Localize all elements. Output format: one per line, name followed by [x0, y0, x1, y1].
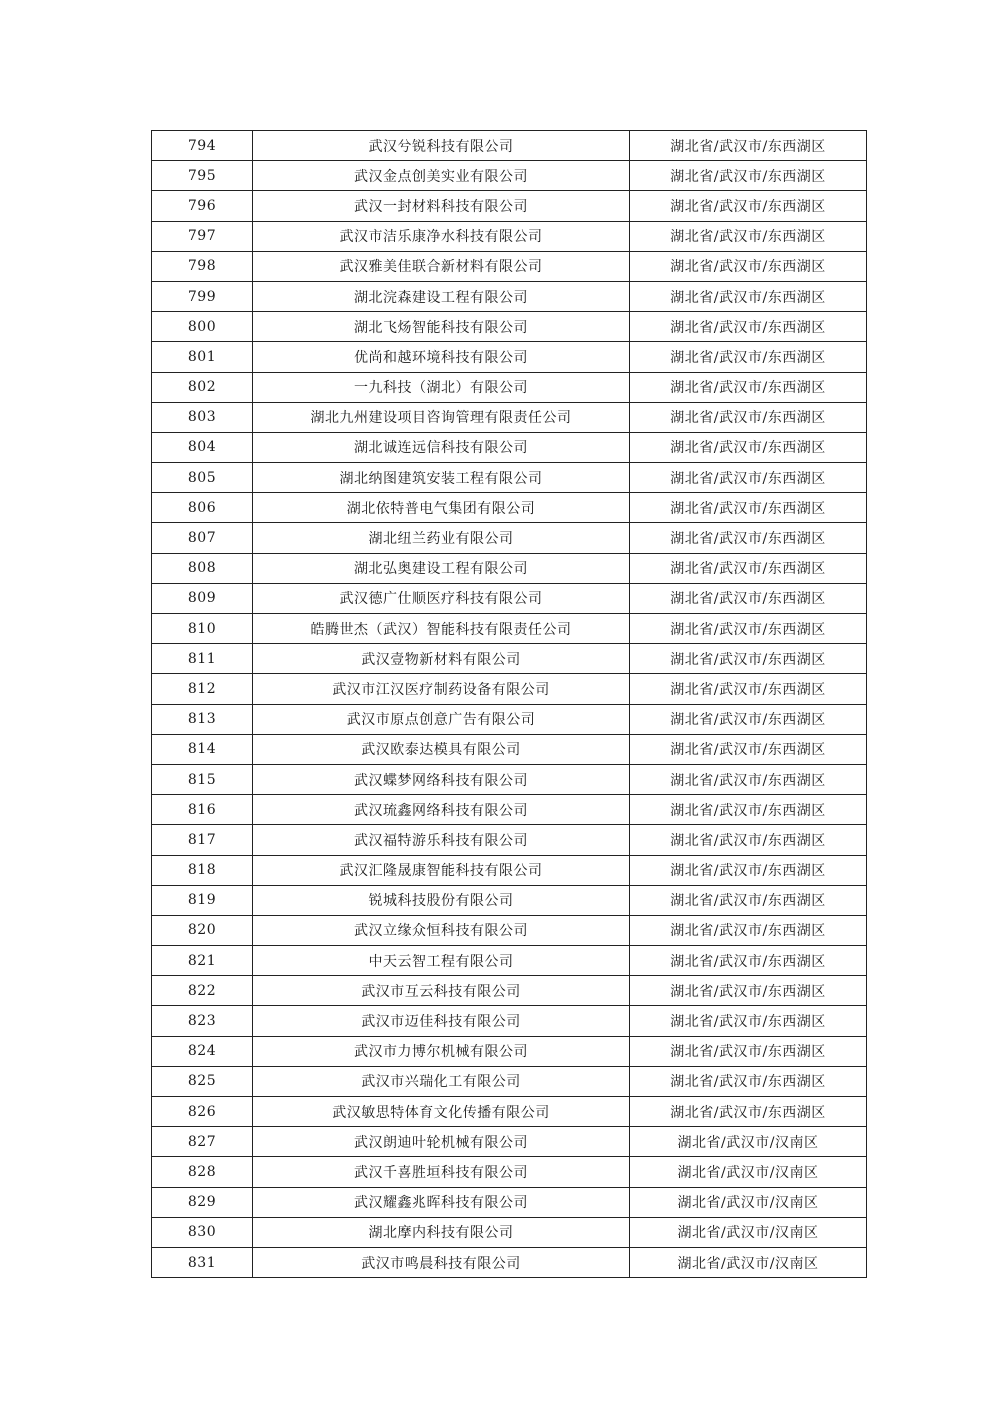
company-name-cell: 武汉市原点创意广告有限公司	[253, 704, 630, 734]
location-cell: 湖北省/武汉市/汉南区	[630, 1247, 867, 1277]
location-cell: 湖北省/武汉市/东西湖区	[630, 312, 867, 342]
table-row	[152, 161, 867, 191]
location-cell: 湖北省/武汉市/东西湖区	[630, 764, 867, 794]
location-cell: 湖北省/武汉市/东西湖区	[630, 553, 867, 583]
row-number-cell: 807	[152, 523, 253, 553]
row-number-cell: 798	[152, 251, 253, 281]
company-name-cell: 武汉市力博尔机械有限公司	[253, 1036, 630, 1066]
company-name-cell: 武汉兮锐科技有限公司	[253, 131, 630, 161]
row-number-cell: 810	[152, 614, 253, 644]
row-number-cell: 801	[152, 342, 253, 372]
company-list-table	[151, 130, 867, 1278]
company-name-cell: 武汉壹物新材料有限公司	[253, 644, 630, 674]
company-name-cell: 武汉欧泰达模具有限公司	[253, 734, 630, 764]
company-name-cell: 武汉敏思特体育文化传播有限公司	[253, 1097, 630, 1127]
table-row	[152, 432, 867, 462]
company-name-cell: 武汉金点创美实业有限公司	[253, 161, 630, 191]
location-cell: 湖北省/武汉市/东西湖区	[630, 583, 867, 613]
company-name-cell: 皓腾世杰（武汉）智能科技有限责任公司	[253, 614, 630, 644]
company-name-cell: 武汉德广仕顺医疗科技有限公司	[253, 583, 630, 613]
table-row	[152, 976, 867, 1006]
location-cell: 湖北省/武汉市/东西湖区	[630, 493, 867, 523]
location-cell: 湖北省/武汉市/东西湖区	[630, 432, 867, 462]
row-number-cell: 820	[152, 915, 253, 945]
table-row	[152, 1066, 867, 1096]
location-cell: 湖北省/武汉市/东西湖区	[630, 795, 867, 825]
table-row	[152, 312, 867, 342]
location-cell: 湖北省/武汉市/汉南区	[630, 1127, 867, 1157]
location-cell: 湖北省/武汉市/东西湖区	[630, 281, 867, 311]
location-cell: 湖北省/武汉市/东西湖区	[630, 1066, 867, 1096]
table-row	[152, 795, 867, 825]
table-row	[152, 915, 867, 945]
table-row	[152, 704, 867, 734]
table-row	[152, 614, 867, 644]
company-name-cell: 武汉千喜胜垣科技有限公司	[253, 1157, 630, 1187]
location-cell: 湖北省/武汉市/东西湖区	[630, 131, 867, 161]
row-number-cell: 809	[152, 583, 253, 613]
company-name-cell: 湖北纽兰药业有限公司	[253, 523, 630, 553]
row-number-cell: 813	[152, 704, 253, 734]
table-row	[152, 1157, 867, 1187]
table-row	[152, 221, 867, 251]
location-cell: 湖北省/武汉市/东西湖区	[630, 855, 867, 885]
company-name-cell: 湖北依特普电气集团有限公司	[253, 493, 630, 523]
company-name-cell: 武汉福特游乐科技有限公司	[253, 825, 630, 855]
table-row	[152, 1006, 867, 1036]
company-name-cell: 武汉市江汉医疗制药设备有限公司	[253, 674, 630, 704]
row-number-cell: 799	[152, 281, 253, 311]
row-number-cell: 830	[152, 1217, 253, 1247]
company-name-cell: 武汉市迈佳科技有限公司	[253, 1006, 630, 1036]
company-name-cell: 锐城科技股份有限公司	[253, 885, 630, 915]
table-row	[152, 553, 867, 583]
row-number-cell: 816	[152, 795, 253, 825]
row-number-cell: 796	[152, 191, 253, 221]
company-name-cell: 武汉市互云科技有限公司	[253, 976, 630, 1006]
row-number-cell: 831	[152, 1247, 253, 1277]
row-number-cell: 804	[152, 432, 253, 462]
table-row	[152, 764, 867, 794]
company-name-cell: 湖北浣森建设工程有限公司	[253, 281, 630, 311]
table-row	[152, 825, 867, 855]
location-cell: 湖北省/武汉市/东西湖区	[630, 221, 867, 251]
row-number-cell: 828	[152, 1157, 253, 1187]
company-name-cell: 武汉市鸣晨科技有限公司	[253, 1247, 630, 1277]
company-name-cell: 一九科技（湖北）有限公司	[253, 372, 630, 402]
table-row	[152, 463, 867, 493]
location-cell: 湖北省/武汉市/东西湖区	[630, 463, 867, 493]
company-name-cell: 武汉一封材料科技有限公司	[253, 191, 630, 221]
table-row	[152, 131, 867, 161]
company-name-cell: 武汉市兴瑞化工有限公司	[253, 1066, 630, 1096]
row-number-cell: 814	[152, 734, 253, 764]
row-number-cell: 818	[152, 855, 253, 885]
table-body	[152, 131, 867, 1278]
location-cell: 湖北省/武汉市/东西湖区	[630, 402, 867, 432]
row-number-cell: 797	[152, 221, 253, 251]
company-name-cell: 湖北纳图建筑安装工程有限公司	[253, 463, 630, 493]
row-number-cell: 794	[152, 131, 253, 161]
row-number-cell: 806	[152, 493, 253, 523]
company-name-cell: 中天云智工程有限公司	[253, 946, 630, 976]
location-cell: 湖北省/武汉市/东西湖区	[630, 674, 867, 704]
table-row	[152, 372, 867, 402]
location-cell: 湖北省/武汉市/汉南区	[630, 1187, 867, 1217]
company-name-cell: 武汉汇隆晟康智能科技有限公司	[253, 855, 630, 885]
location-cell: 湖北省/武汉市/东西湖区	[630, 523, 867, 553]
company-name-cell: 武汉市洁乐康净水科技有限公司	[253, 221, 630, 251]
table-row	[152, 885, 867, 915]
company-name-cell: 湖北摩内科技有限公司	[253, 1217, 630, 1247]
row-number-cell: 800	[152, 312, 253, 342]
row-number-cell: 803	[152, 402, 253, 432]
row-number-cell: 826	[152, 1097, 253, 1127]
location-cell: 湖北省/武汉市/东西湖区	[630, 915, 867, 945]
table-row	[152, 523, 867, 553]
row-number-cell: 829	[152, 1187, 253, 1217]
table-row	[152, 855, 867, 885]
location-cell: 湖北省/武汉市/东西湖区	[630, 885, 867, 915]
row-number-cell: 805	[152, 463, 253, 493]
row-number-cell: 802	[152, 372, 253, 402]
company-name-cell: 武汉耀鑫兆晖科技有限公司	[253, 1187, 630, 1217]
row-number-cell: 827	[152, 1127, 253, 1157]
row-number-cell: 808	[152, 553, 253, 583]
location-cell: 湖北省/武汉市/东西湖区	[630, 1036, 867, 1066]
table-row	[152, 402, 867, 432]
location-cell: 湖北省/武汉市/东西湖区	[630, 1097, 867, 1127]
table-row	[152, 644, 867, 674]
company-name-cell: 湖北九州建设项目咨询管理有限责任公司	[253, 402, 630, 432]
row-number-cell: 822	[152, 976, 253, 1006]
location-cell: 湖北省/武汉市/汉南区	[630, 1157, 867, 1187]
row-number-cell: 825	[152, 1066, 253, 1096]
row-number-cell: 815	[152, 764, 253, 794]
company-name-cell: 武汉朗迪叶轮机械有限公司	[253, 1127, 630, 1157]
location-cell: 湖北省/武汉市/东西湖区	[630, 946, 867, 976]
company-name-cell: 湖北飞炀智能科技有限公司	[253, 312, 630, 342]
company-name-cell: 武汉蝶梦网络科技有限公司	[253, 764, 630, 794]
location-cell: 湖北省/武汉市/汉南区	[630, 1217, 867, 1247]
table-row	[152, 1187, 867, 1217]
table-row	[152, 1097, 867, 1127]
company-name-cell: 武汉立缘众恒科技有限公司	[253, 915, 630, 945]
table-row	[152, 281, 867, 311]
location-cell: 湖北省/武汉市/东西湖区	[630, 372, 867, 402]
table-row	[152, 1036, 867, 1066]
table-row	[152, 1127, 867, 1157]
location-cell: 湖北省/武汉市/东西湖区	[630, 251, 867, 281]
table-row	[152, 493, 867, 523]
table-row	[152, 251, 867, 281]
company-name-cell: 优尚和越环境科技有限公司	[253, 342, 630, 372]
row-number-cell: 812	[152, 674, 253, 704]
company-name-cell: 武汉雅美佳联合新材料有限公司	[253, 251, 630, 281]
row-number-cell: 824	[152, 1036, 253, 1066]
company-name-cell: 湖北诚连远信科技有限公司	[253, 432, 630, 462]
table-row	[152, 342, 867, 372]
table-row	[152, 674, 867, 704]
location-cell: 湖北省/武汉市/东西湖区	[630, 734, 867, 764]
table-row	[152, 583, 867, 613]
row-number-cell: 811	[152, 644, 253, 674]
location-cell: 湖北省/武汉市/东西湖区	[630, 342, 867, 372]
location-cell: 湖北省/武汉市/东西湖区	[630, 161, 867, 191]
row-number-cell: 795	[152, 161, 253, 191]
location-cell: 湖北省/武汉市/东西湖区	[630, 191, 867, 221]
table-row	[152, 1217, 867, 1247]
location-cell: 湖北省/武汉市/东西湖区	[630, 704, 867, 734]
table-row	[152, 1247, 867, 1277]
company-name-cell: 武汉琉鑫网络科技有限公司	[253, 795, 630, 825]
row-number-cell: 819	[152, 885, 253, 915]
row-number-cell: 823	[152, 1006, 253, 1036]
location-cell: 湖北省/武汉市/东西湖区	[630, 976, 867, 1006]
table-row	[152, 946, 867, 976]
row-number-cell: 821	[152, 946, 253, 976]
row-number-cell: 817	[152, 825, 253, 855]
location-cell: 湖北省/武汉市/东西湖区	[630, 1006, 867, 1036]
location-cell: 湖北省/武汉市/东西湖区	[630, 825, 867, 855]
table-row	[152, 191, 867, 221]
location-cell: 湖北省/武汉市/东西湖区	[630, 644, 867, 674]
company-name-cell: 湖北弘奥建设工程有限公司	[253, 553, 630, 583]
table-row	[152, 734, 867, 764]
location-cell: 湖北省/武汉市/东西湖区	[630, 614, 867, 644]
